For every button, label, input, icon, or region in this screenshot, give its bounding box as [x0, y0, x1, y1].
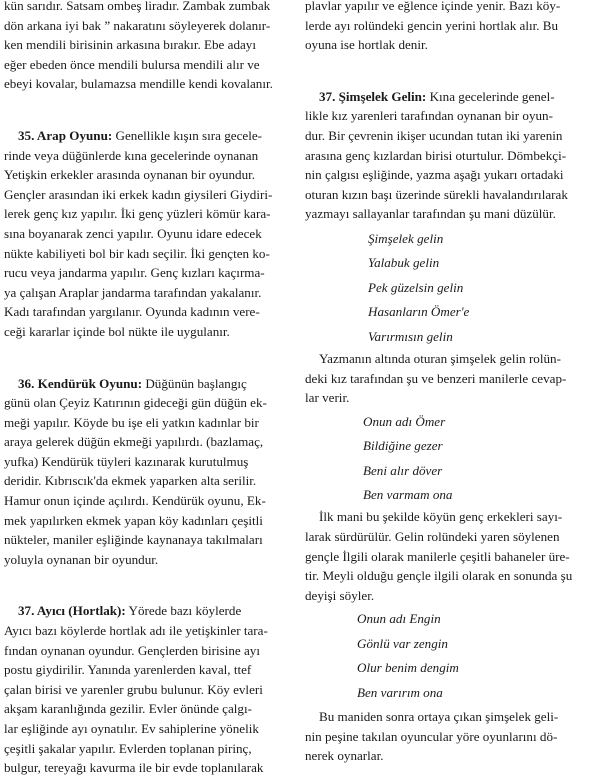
poem-line: Ben varırım ona — [357, 684, 443, 700]
section-36-kendurk-oyunu: 36. Kendürük Oyunu: Düğünün başlangıç günü olan Çeyiz Katırının gideceği gün düğün ek- meği yapılır. Köyde bu işe eli yatkın kadınlar bir araya gelerek düğün ekmeği yapılırdı. (bazlamaç, yufka) Kendürük tüyleri kazınarak kurutulmuş deridir. Kıbrıscık'da ekmek yaparken alta serilir. Hamur onun içinde açılırdı. Kendürük oyunu, Ek- mek yapılırken ekmek yapan köy kadınları çeşitli nükteler, maniler eşliğinde kaynanaya takılmaları yoluyla oynanan bir oyundur. — [4, 375, 267, 567]
poem-line: Ben varmam ona — [363, 486, 453, 502]
poem-line: Varırmısın gelin — [368, 328, 453, 344]
poem-line: Gönlü var zengin — [357, 635, 448, 651]
section-36-heading: 36. Kendürük Oyunu: — [18, 375, 143, 391]
section-37-ayici-hortlak: 37. Ayıcı (Hortlak): Yörede bazı köylerde Ayıcı bazı köylerde hortlak adı ile yetişkinler tara- fından oynanan oyundur. Gençlerden birisine ayı postu giydirilir. Yanında yarenlerden kaval, ttef çalan birisi ve yarenler grubu bulunur. Köy evleri akşam karanlığında gezilir. Evler önünde çalgı- lar eşliğinde ayı oynatılır. Ev sahiplerine yönelik çeşitli şakalar yapılır. Evlerden toplanan pirinç, bulgur, tereyağı kavurma ile bir evde toplanılarak — [4, 603, 268, 776]
closing-paragraph: Bu maniden sonra ortaya çıkan şimşelek geli- nin peşine takılan oyuncular yöre oyunlarını dö- nerek oynarlar. — [305, 708, 559, 764]
poem-line: Şimşelek gelin — [368, 230, 444, 246]
section-37-simselek-gelin: 37. Şimşelek Gelin: Kına gecelerinde genel- likle kız yarenleri tarafından oynanan bir oyun- dur. Bir çevrenin ikişer ucundan tutan iki yarenin arasına genç kızlardan birisi oturtulur. Dömbekçi- nin çalgısı eşliğinde, yazma aşağı yukarı ortadaki oturan kızın başı üzerinde sürekli havalandırılarak yazmayı sallayanlar tarafından şu mani düzülür. — [305, 88, 568, 222]
mani-poem-3 — [305, 607, 587, 705]
mani-poem-2 — [305, 410, 587, 508]
continuation-paragraph: İlk mani bu şekilde köyün genç erkekleri sayı- larak sürdürülür. Gelin rolündeki yaren söylenen gençle İlgili olarak manilerle çeşitli bahaneler üre- tir. Meyli olduğu gençle ilgili olarak en sonunda şu deyişi söyler. — [305, 509, 573, 603]
poem-line: Onun adı Ömer — [363, 413, 446, 429]
left-column — [4, 0, 286, 778]
section-35-heading: 35. Arap Oyunu: — [18, 127, 113, 143]
section-35-arap-oyunu: 35. Arap Oyunu: Genellikle kışın sıra gecele- rinde veya düğünlerde kına gecelerinde oynanan Yetişkin erkekler arasında oynanan bir oyundur. Gençler arasından iki erkek kadın giysileri Giydiri- lerek genç kız yapılır. İki genç yüzleri kömür kara- sına boyanarak zenci yapılır. Oyunu idare edecek nükte kabiliyeti bol bir kadı seçilir. İki gençten ko- rucu veya jandarma yapılır. Genç kızları kaçırma- ya çalışan Araplar jandarma tarafından yakalanır. Kadı tarafından yargılanır. Oyunda kadının vere- ceği kararlar içinde bol nükte ile uygulanır. — [4, 127, 273, 339]
continued-paragraph: kün sarıdır. Satsam ombeş liradır. Zambak zumbak dön arkana iyi bak ” nakaratını söyleyerek dolanır- ken mendili birisinin arkasına bırakır. Ebe adayı eğer ebeden önce mendili bulursa mendili alır ve ebeyi kovalar, bulamazsa mendille kendi kovalanır. — [4, 0, 273, 92]
poem-line: Hasanların Ömer'e — [368, 304, 470, 320]
poem-line: Olur benim dengim — [357, 660, 459, 676]
poem-line: Bildiğine gezer — [363, 438, 443, 454]
poem-line: Yalabuk gelin — [368, 255, 440, 271]
poem-line: Onun adı Engin — [357, 611, 441, 627]
continued-paragraph-right: plavlar yapılır ve eğlence içinde yenir. Bazı köy- lerde ayı rolündeki gencin yerini hortlak alır. Bu oyuna ise hortlak denir. — [305, 0, 561, 53]
section-37a-heading: 37. Ayıcı (Hortlak): — [18, 603, 126, 619]
mani-poem-1 — [305, 227, 587, 349]
right-column — [305, 0, 587, 766]
section-37b-heading: 37. Şimşelek Gelin: — [319, 88, 427, 104]
poem-line: Beni alır döver — [363, 462, 443, 478]
response-paragraph: Yazmanın altında oturan şimşelek gelin rolün- deki kız tarafından şu ve benzeri manilerle cevap- lar verir. — [305, 350, 567, 406]
poem-line: Pek güzelsin gelin — [368, 279, 464, 295]
